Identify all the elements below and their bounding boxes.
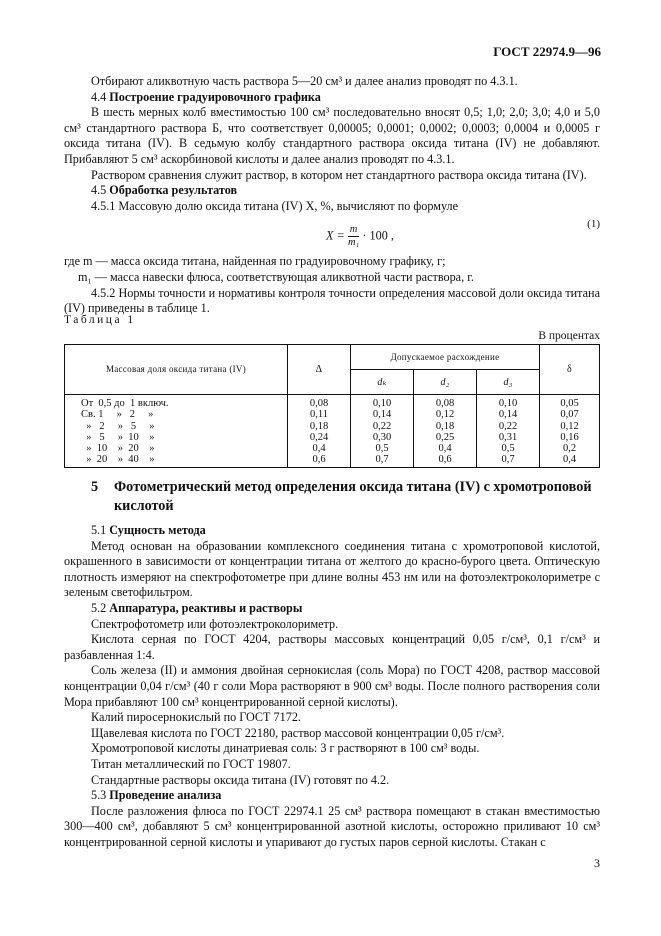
formula-numerator: m (349, 224, 358, 236)
reagent-item: Стандартные растворы оксида титана (IV) готовят по 4.2. (91, 772, 390, 787)
delta-column: 0,08 0,11 0,18 0,24 0,4 0,6 (288, 395, 351, 468)
col-header-mass: Массовая доля оксида титана (IV) (65, 345, 288, 395)
dk-column: 0,10 0,14 0,22 0,30 0,5 0,7 (351, 395, 414, 468)
formula-fraction (348, 224, 360, 249)
range-column: От 0,5 до 1 включ. Св. 1 » 2 » » 2 » 5 » » 5 » 10 » » 10 » 20 » » 20 » 40 » (65, 395, 288, 468)
table-unit: В процентах (538, 329, 600, 342)
formula-denominator: m₁ (347, 237, 360, 249)
subsection-4-5-heading: 4.5 Обработка результатов (91, 183, 238, 198)
table-1-block (64, 313, 600, 468)
section-5-heading: 5 Фотометрический метод определения оксида титана (IV) с хромотроповой кислотой (91, 479, 592, 514)
reagent-item: Хромотроповой кислоты динатриевая соль: 3 г растворяют в 100 см³ воды. (91, 741, 480, 756)
col-header-sigma: δ (540, 345, 600, 395)
formula-lhs: X = (326, 228, 345, 243)
paragraph: 4.5.1 Массовую долю оксида титана (IV) X, %, вычисляют по формуле (91, 198, 459, 213)
paragraph: После разложения флюса по ГОСТ 22974.1 25 см³ раствора помещают в стакан вместимостью 300—400 см³, добавляют 5 см³ концентрированной азотной кислоты, осторожно приливают 10 см³ концентрированной серной кислоты и упаривают до густых паров серной кислоты. Стакан с (64, 803, 600, 849)
paragraph: В шесть мерных колб вместимостью 100 см³ последовательно вносят 0,5; 1,0; 2,0; 3,0; 4,0 и 5,0 см³ стандартного раствора Б, что соответствует 0,00005; 0,0001; 0,0002; 0,0003; 0,0004 и 0,0005 г оксида титана (IV). В седьмую колбу стандартного раствора оксида титана (IV) не добавляют. Прибавляют 5 см³ аскорбиновой кислоты и далее анализ проводят по 4.3.1. (64, 105, 600, 166)
formula-number: (1) (587, 218, 600, 231)
reagent-item: Спектрофотометр или фотоэлектроколориметр. (91, 616, 339, 631)
subsection-5-1-heading: 5.1 Сущность метода (91, 523, 206, 537)
formula-where-1: где m — масса оксида титана, найденная по градуировочному графику, г; (64, 254, 446, 269)
subsection-4-4-heading: 4.4 Построение градуировочного графика (91, 89, 321, 104)
paragraph: Отбирают аликвотную часть раствора 5—20 см³ и далее анализ проводят по 4.3.1. (91, 74, 518, 88)
paragraph: 4.5.2 Нормы точности и нормативы контроля точности определения массовой доли оксида титана (IV) приведены в таблице 1. (64, 285, 600, 316)
col-header-allowed: Допускаемое расхождение (351, 345, 540, 370)
col-header-d3: d₃ (477, 370, 540, 395)
accuracy-table (64, 344, 600, 468)
formula-rhs: · 100 , (362, 228, 394, 243)
subsection-5-3-heading: 5.3 Проведение анализа (91, 788, 222, 803)
table-body (65, 395, 600, 468)
d3-column: 0,10 0,14 0,22 0,31 0,5 0,7 (477, 395, 540, 468)
section-5 (64, 478, 600, 850)
col-header-d2: d₂ (414, 370, 477, 395)
table-caption: Таблица 1 (64, 314, 136, 326)
reagent-item: Титан металлический по ГОСТ 19807. (91, 756, 291, 771)
d2-column: 0,08 0,12 0,18 0,25 0,4 0,6 (414, 395, 477, 468)
col-header-delta: Δ (288, 345, 351, 395)
page-number: 3 (594, 856, 600, 870)
reagent-item: Кислота серная по ГОСТ 4204, растворы массовых концентраций 0,05 г/см³, 0,1 г/см³ и разбавленная 1:4. (64, 632, 600, 662)
sigma-column: 0,05 0,07 0,12 0,16 0,2 0,4 (540, 395, 600, 468)
formula-1 (64, 214, 600, 254)
reagent-item: Щавелевая кислота по ГОСТ 22180, раствор массовой концентрации 0,05 г/см³. (91, 725, 505, 740)
col-header-dk: dₖ (351, 370, 414, 395)
reagent-item: Соль железа (II) и аммония двойная сернокислая (соль Мора) по ГОСТ 4208, раствор массовой концентрации 0,04 г/см³ (40 г соли Мора растворяют в 900 см³ воды. После полного растворения соли Мора прибавляют 100 см³ концентрированной серной кислоты). (64, 663, 600, 709)
paragraph: Раствором сравнения служит раствор, в котором нет стандартного раствора оксида титана (IV). (91, 167, 587, 182)
reagent-item: Калий пиросернокислый по ГОСТ 7172. (91, 710, 301, 725)
paragraph: Метод основан на образовании комплексного соединения титана с хромотроповой кислотой, окрашенного в зависимости от концентрации титана от желтого до красно-бурого цвета. Оптическую плотность измеряют на спектрофотометре при длине волны 453 нм или на фотоэлектроколориметре с зеленым светофильтром. (64, 538, 600, 600)
formula-where-2: m₁ — масса навески флюса, соответствующая аликвотной части раствора, г. (78, 269, 474, 284)
subsection-5-2-heading: 5.2 Аппаратура, реактивы и растворы (91, 600, 303, 615)
standard-code: ГОСТ 22974.9—96 (493, 44, 601, 59)
section-4-continuation (64, 74, 600, 317)
